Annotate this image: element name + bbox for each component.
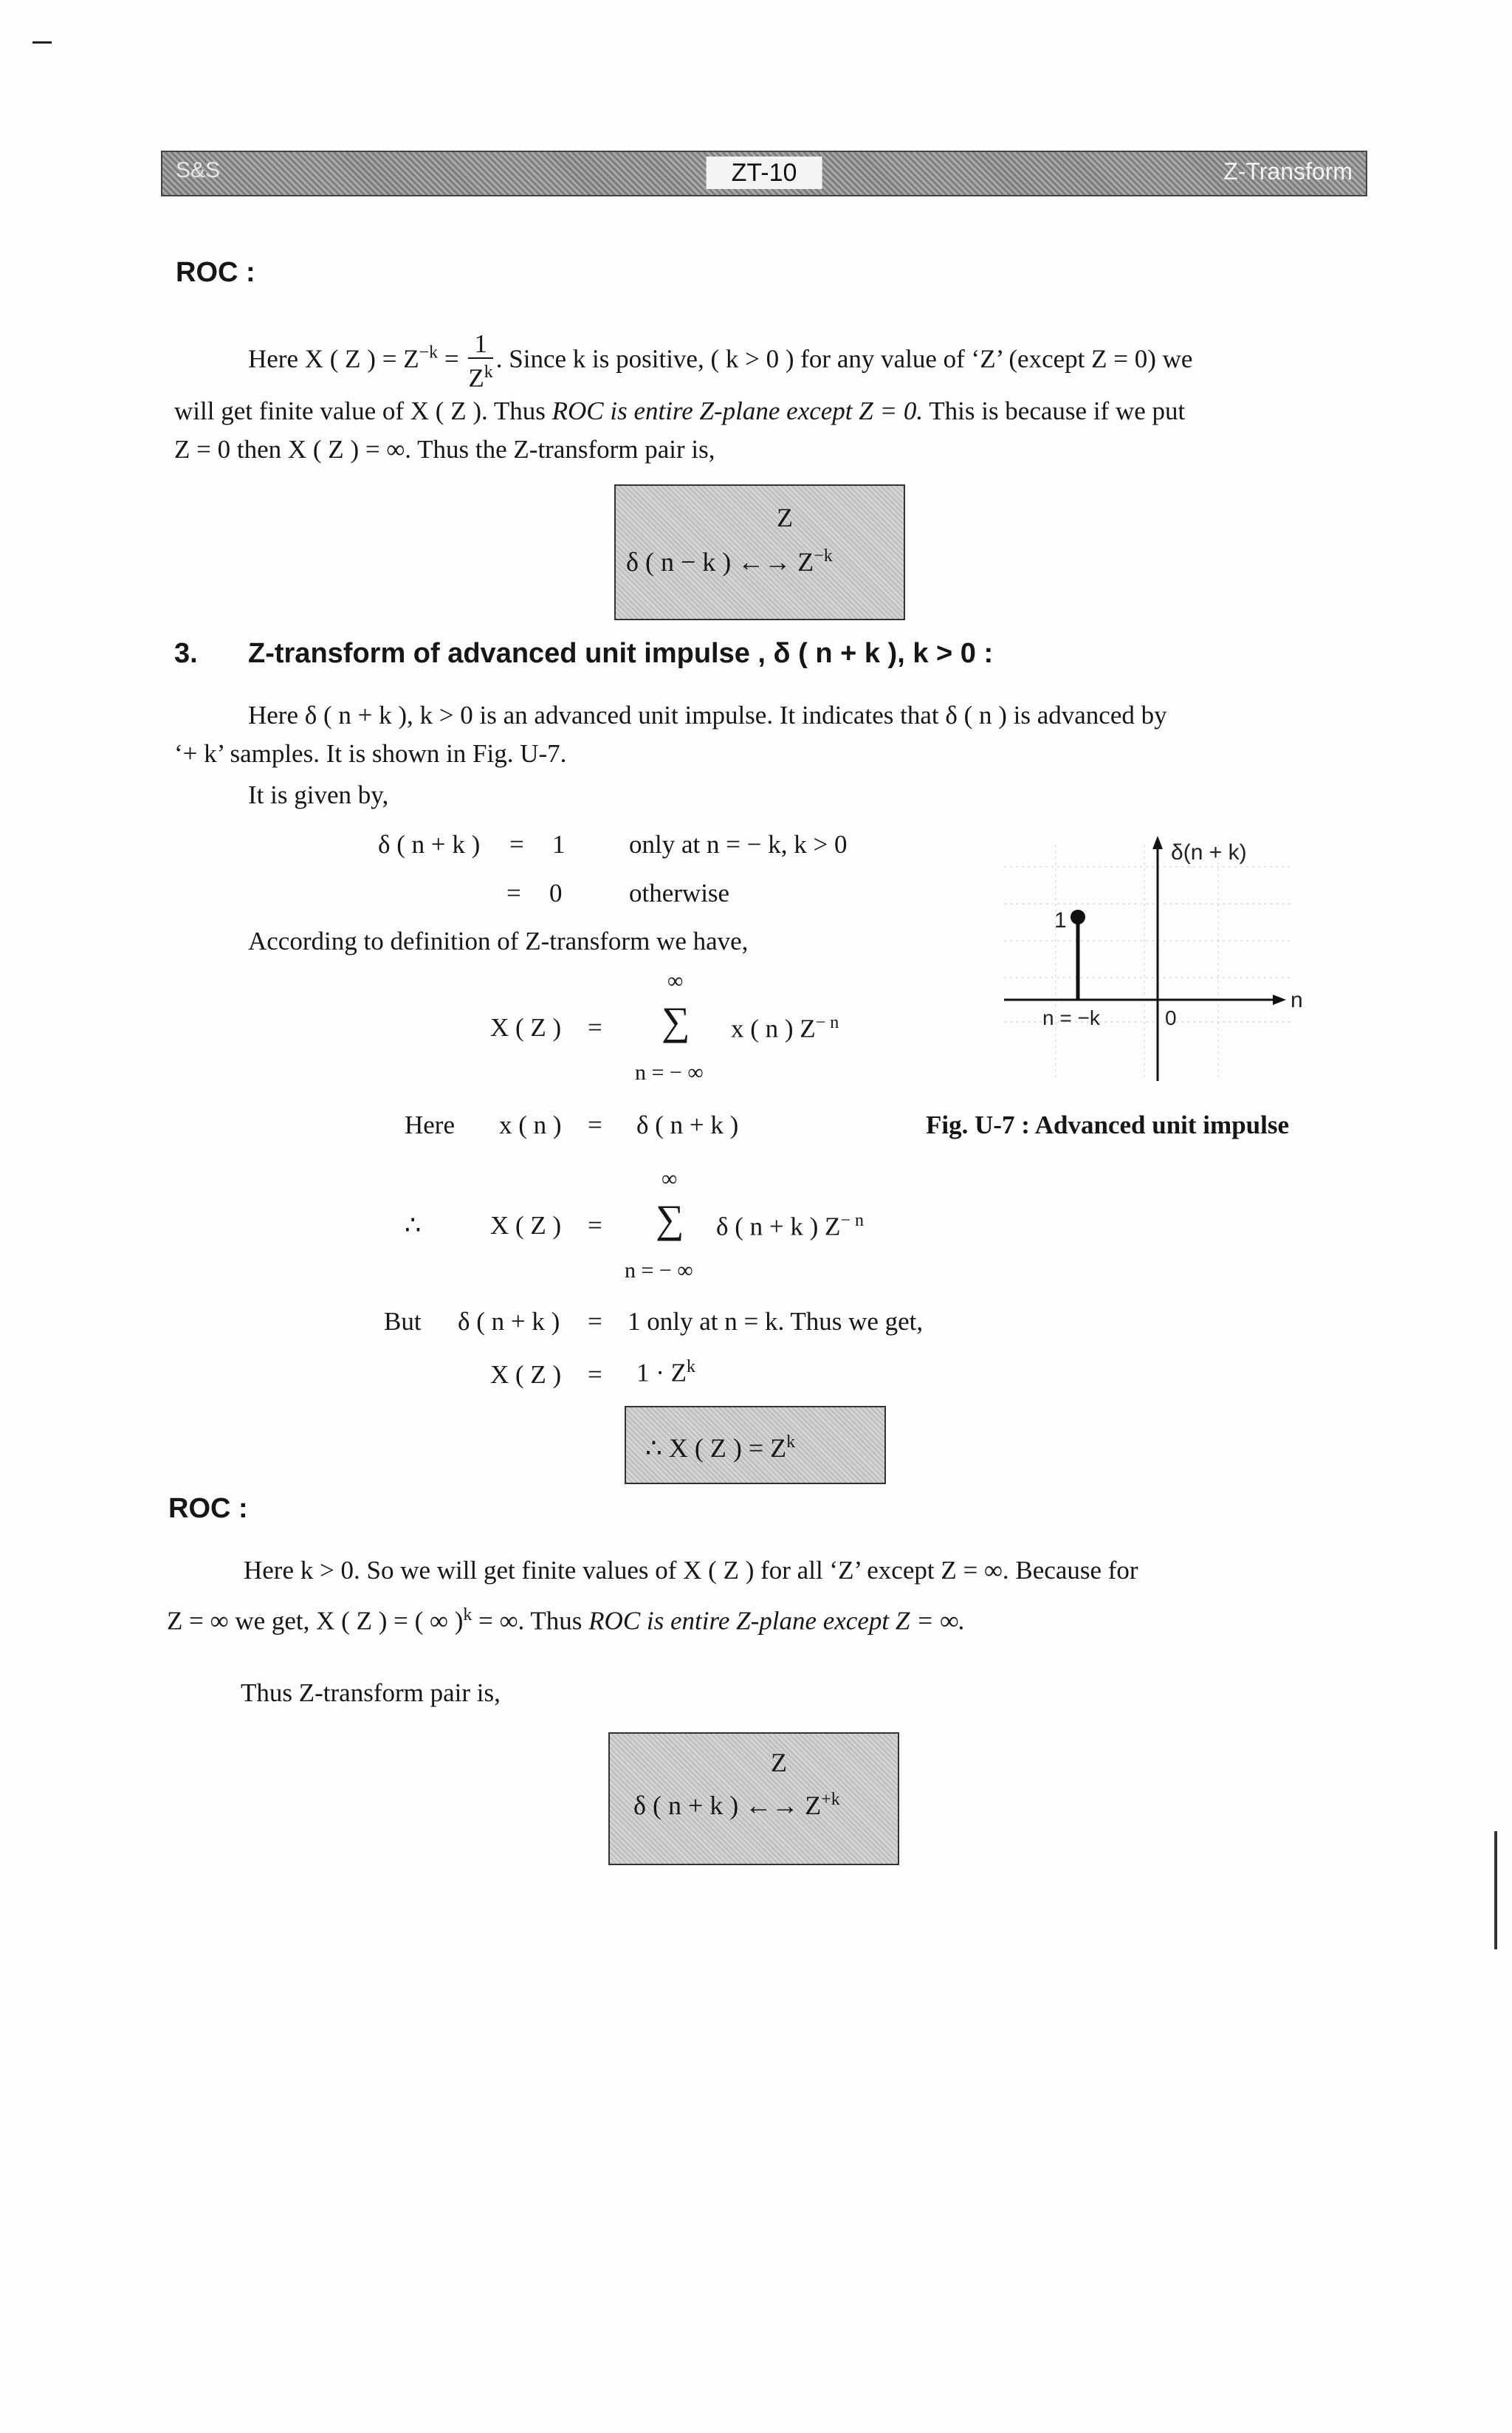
sum2-lhs: X ( Z ) <box>490 1211 562 1240</box>
figure-grid <box>1004 845 1292 1081</box>
def-eq2: = <box>506 879 521 907</box>
here-label: Here <box>405 1111 456 1139</box>
result-lhs: X ( Z ) <box>490 1360 562 1389</box>
advanced-unit-impulse-figure <box>997 830 1307 1096</box>
tick-origin-label: 0 <box>1165 1006 1177 1029</box>
result-box-text: ∴ X ( Z ) = $Z^k$ <box>645 1432 796 1463</box>
sum1-term: x ( n ) $Z^{- n}$ <box>731 1013 839 1043</box>
impulse-value-label: 1 <box>1054 908 1067 933</box>
sum2-top: ∞ <box>662 1167 678 1191</box>
pair-intro: Thus Z-transform pair is, <box>241 1678 501 1707</box>
sum1-bottom: n = − ∞ <box>635 1060 704 1085</box>
result-rhs: $1 \cdot Z^k$ <box>636 1357 696 1387</box>
intro-line1: Here δ ( n + k ), k > 0 is an advanced unit impulse. It indicates that δ ( n ) is advanced by <box>248 701 1167 730</box>
x-axis-arrow <box>1273 995 1286 1005</box>
page-number: ZT-10 <box>707 157 822 189</box>
pair2-z-label: Z <box>771 1748 787 1777</box>
def-lhs: δ ( n + k ) <box>378 830 481 859</box>
def-cond1: only at n = − k, k > 0 <box>629 830 848 859</box>
here-eq: = <box>588 1111 602 1139</box>
intro-line2: ‘+ k’ samples. It is shown in Fig. U-7. <box>174 739 567 768</box>
therefore-symbol: ∴ <box>405 1211 422 1240</box>
sum2-term: δ ( n + k ) $Z^{- n}$ <box>716 1211 864 1241</box>
here-lhs: x ( n ) <box>499 1111 562 1139</box>
sum2-eq: = <box>588 1211 602 1240</box>
roc2-line1: Here k > 0. So we will get finite values of X ( Z ) for all ‘Z’ except Z = ∞. Because for <box>244 1556 1138 1585</box>
roc2-line2: Z = ∞ we get, X ( Z ) = ( ∞ )$^k$ = ∞. Thus ROC is entire Z-plane except Z = ∞. <box>167 1605 966 1636</box>
result-eq: = <box>588 1360 602 1389</box>
sum1-eq: = <box>588 1013 602 1042</box>
result-box <box>625 1406 886 1484</box>
pair1-z-label: Z <box>777 503 793 532</box>
header-chapter-title: Z-Transform <box>1223 158 1353 185</box>
roc1-line3: Z = 0 then X ( Z ) = ∞. Thus the Z-transform pair is, <box>174 435 715 464</box>
figure-caption: Fig. U-7 : Advanced unit impulse <box>926 1111 1289 1139</box>
page-header <box>161 151 1367 196</box>
but-lhs: δ ( n + k ) <box>458 1307 560 1336</box>
according-text: According to definition of Z-transform we have, <box>248 927 749 955</box>
def-val2: 0 <box>549 879 563 907</box>
but-eq: = <box>588 1307 602 1336</box>
def-cond2: otherwise <box>629 879 730 907</box>
impulse-head <box>1071 910 1085 924</box>
sum1-sigma: ∑ <box>662 999 690 1043</box>
z-transform-pair-box-1 <box>614 484 905 620</box>
header-left-text: S&S <box>176 158 221 182</box>
x-axis-label: n <box>1291 988 1303 1012</box>
roc1-line2: will get finite value of X ( Z ). Thus ROC is entire Z-plane except Z = 0. This is because if we put <box>174 397 1186 425</box>
z-transform-pair-box-2 <box>608 1732 899 1865</box>
sum2-sigma: ∑ <box>656 1197 684 1241</box>
sum1-top: ∞ <box>667 969 684 993</box>
def-val1: 1 <box>552 830 566 859</box>
section-number: 3. <box>174 638 198 669</box>
here-rhs: δ ( n + k ) <box>636 1111 739 1139</box>
but-rhs: 1 only at n = k. Thus we get, <box>628 1307 924 1336</box>
sum2-bottom: n = − ∞ <box>625 1258 693 1283</box>
tick-left-label: n = −k <box>1042 1006 1100 1029</box>
roc-heading-1: ROC : <box>176 257 255 288</box>
sum1-lhs: X ( Z ) <box>490 1013 562 1042</box>
y-axis-arrow <box>1152 836 1163 849</box>
y-axis-label: δ(n + k) <box>1171 840 1247 865</box>
def-eq1: = <box>509 830 524 859</box>
pair1-expression: δ ( n − k ) ←→ $Z^{-k}$ <box>626 546 833 577</box>
scan-mark <box>32 41 52 44</box>
scan-edge-mark <box>1494 1831 1497 1949</box>
pair2-expression: δ ( n + k ) ←→ $Z^{+k}$ <box>633 1790 840 1820</box>
given-text: It is given by, <box>248 780 389 809</box>
roc-heading-2: ROC : <box>168 1493 248 1524</box>
roc1-line1: Here X ( Z ) = $Z^{-k}$ = $\frac{1}{Z^k}$ . Since k is positive, ( k > 0 ) for any value of ‘Z’ (except Z = 0) we <box>248 329 1193 393</box>
but-label: But <box>384 1307 422 1336</box>
section-title: Z-transform of advanced unit impulse , δ ( n + k ), k > 0 : <box>248 638 994 669</box>
